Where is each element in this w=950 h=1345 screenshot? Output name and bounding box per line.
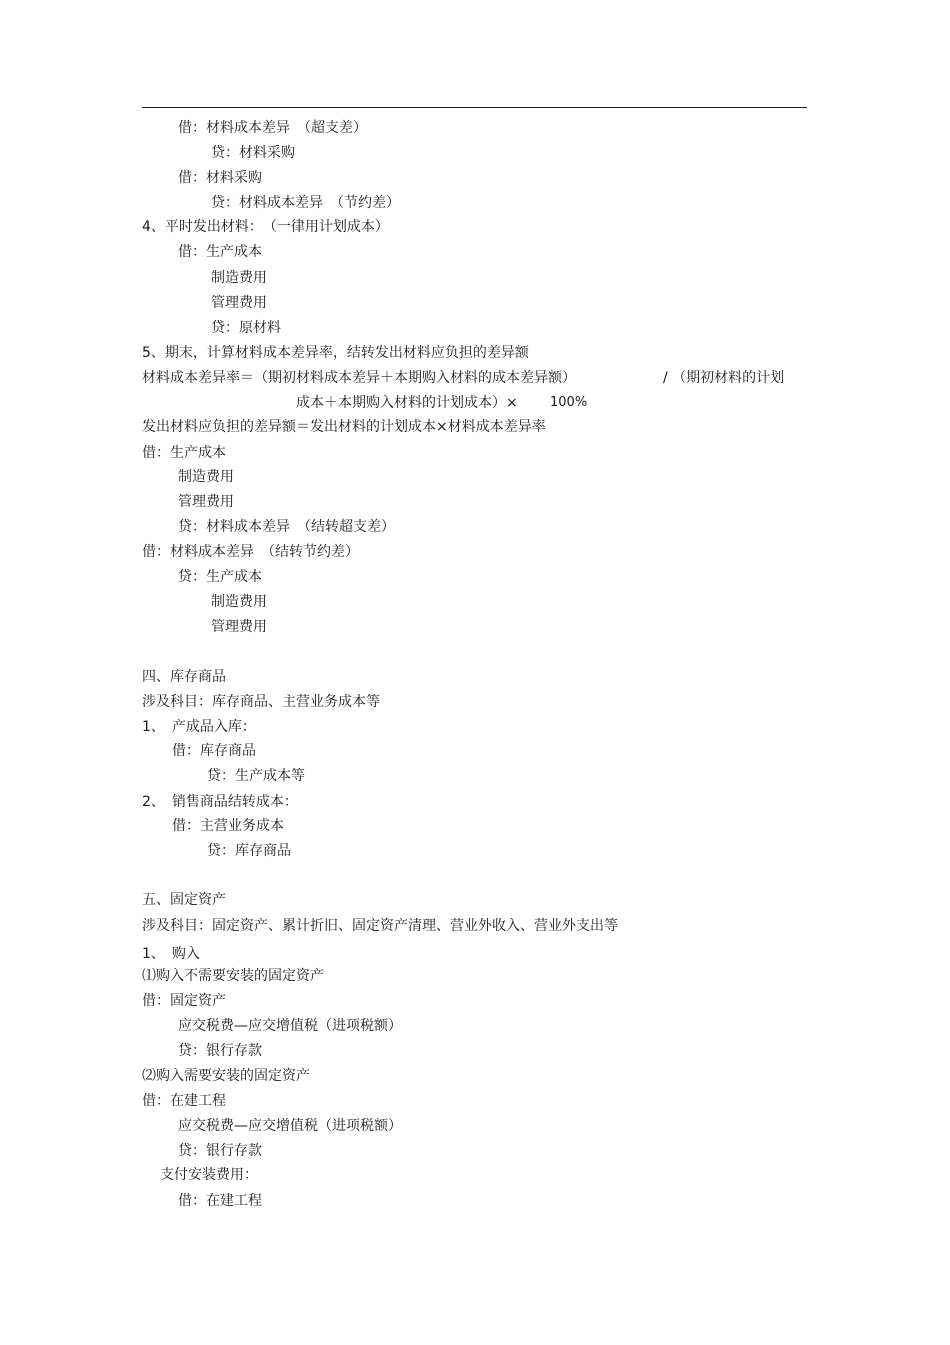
- entry-line: 贷：材料采购: [211, 145, 295, 161]
- entry-line: 贷：材料成本差异 （节约差）: [211, 195, 400, 211]
- section-item: 2、 销售商品结转成本：: [142, 794, 298, 810]
- sub-item: ⑵购入需要安装的固定资产: [142, 1068, 310, 1084]
- entry-line: 制造费用: [211, 594, 267, 610]
- sub-item: 支付安装费用：: [160, 1167, 258, 1183]
- subjects-line: 涉及科目：库存商品、主营业务成本等: [142, 694, 380, 710]
- entry-line: 借：生产成本: [142, 445, 226, 461]
- entry-line: 贷：库存商品: [207, 843, 291, 859]
- entry-line: 借：在建工程: [178, 1193, 262, 1209]
- entry-line: 应交税费—应交增值税（进项税额）: [178, 1118, 402, 1134]
- entry-line: 管理费用: [178, 494, 234, 510]
- entry-line: 制造费用: [178, 469, 234, 485]
- entry-line: 借：材料采购: [178, 170, 262, 186]
- formula-line: 成本＋本期购入材料的计划成本）×: [296, 395, 518, 411]
- entry-line: 贷：银行存款: [178, 1043, 262, 1059]
- sub-item: ⑴购入不需要安装的固定资产: [142, 968, 324, 984]
- entry-line: 贷：生产成本: [178, 569, 262, 585]
- entry-line: 应交税费—应交增值税（进项税额）: [178, 1018, 402, 1034]
- subjects-line: 涉及科目：固定资产、累计折旧、固定资产清理、营业外收入、营业外支出等: [142, 918, 618, 934]
- section-item: 5、期末，计算材料成本差异率，结转发出材料应负担的差异额: [142, 345, 529, 361]
- entry-line: 借：主营业务成本: [172, 818, 284, 834]
- entry-line: 贷：原材料: [211, 320, 281, 336]
- entry-line: 贷：银行存款: [178, 1143, 262, 1159]
- entry-line: 管理费用: [211, 295, 267, 311]
- section-heading: 四、库存商品: [142, 669, 226, 685]
- entry-line: 贷：材料成本差异 （结转超支差）: [178, 519, 395, 535]
- section-item: 1、 购入: [142, 946, 200, 962]
- section-item: 1、 产成品入库：: [142, 719, 256, 735]
- entry-line: 借：在建工程: [142, 1093, 226, 1109]
- entry-line: 借：库存商品: [172, 743, 256, 759]
- formula-line: 发出材料应负担的差异额＝发出材料的计划成本×材料成本差异率: [142, 419, 546, 435]
- formula-divisor: / （期初材料的计划: [663, 370, 785, 386]
- entry-line: 制造费用: [211, 270, 267, 286]
- entry-line: 管理费用: [211, 619, 267, 635]
- section-heading: 五、固定资产: [142, 892, 226, 908]
- header-rule: [142, 107, 807, 108]
- entry-line: 借：生产成本: [178, 244, 262, 260]
- entry-line: 借：固定资产: [142, 993, 226, 1009]
- formula-line: 材料成本差异率＝（期初材料成本差异＋本期购入材料的成本差异额）: [142, 370, 576, 386]
- entry-line: 借：材料成本差异 （超支差）: [178, 120, 367, 136]
- formula-percent: 100%: [550, 395, 588, 410]
- section-item: 4、平时发出材料： （一律用计划成本）: [142, 219, 389, 235]
- entry-line: 贷：生产成本等: [207, 768, 305, 784]
- entry-line: 借：材料成本差异 （结转节约差）: [142, 544, 359, 560]
